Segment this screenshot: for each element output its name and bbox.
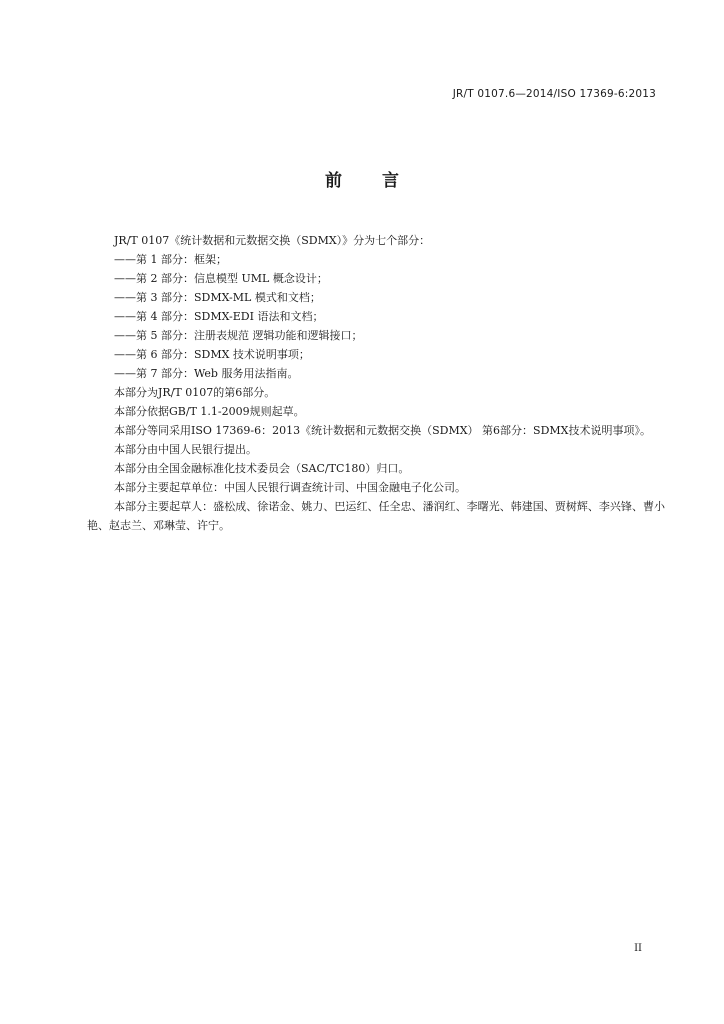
- part-item-2: ——第 2 部分：信息模型 UML 概念设计；: [114, 272, 328, 285]
- intro-paragraph: JR/T 0107《统计数据和元数据交换（SDMX）》分为七个部分：: [114, 234, 431, 247]
- part-item-5: ——第 5 部分：注册表规范 逻辑功能和逻辑接口；: [114, 329, 363, 342]
- statement-technical-committee: 本部分由全国金融标准化技术委员会（SAC/TC180）归口。: [114, 462, 410, 475]
- statement-drafting-units: 本部分主要起草单位：中国人民银行调查统计司、中国金融电子化公司。: [114, 481, 466, 494]
- title-char-1: 前: [325, 171, 342, 191]
- standard-number-header: JR/T 0107.6—2014/ISO 17369-6:2013: [452, 88, 656, 100]
- statement-drafting-rules: 本部分依据GB/T 1.1-2009规则起草。: [114, 405, 305, 418]
- statement-drafters: 本部分主要起草人：盛松成、徐诺金、姚力、巴运红、任全忠、潘润红、李曙光、韩建国、贾树辉、李兴锋、曹小艳、赵志兰、邓琳莹、许宁。: [87, 500, 665, 532]
- statement-equivalent-standard: 本部分等同采用ISO 17369-6：2013《统计数据和元数据交换（SDMX） 第6部分：SDMX技术说明事项》。: [114, 424, 651, 437]
- page-title: [0, 166, 724, 191]
- part-item-3: ——第 3 部分：SDMX-ML 模式和文档；: [114, 291, 321, 304]
- part-item-6: ——第 6 部分：SDMX 技术说明事项；: [114, 348, 310, 361]
- part-item-4: ——第 4 部分：SDMX-EDI 语法和文档；: [114, 310, 324, 323]
- title-char-2: 言: [382, 171, 399, 191]
- statement-proposer: 本部分由中国人民银行提出。: [114, 443, 257, 456]
- page-number: II: [634, 943, 642, 954]
- statement-part-number: 本部分为JR/T 0107的第6部分。: [114, 386, 276, 399]
- part-item-7: ——第 7 部分：Web 服务用法指南。: [114, 367, 299, 380]
- part-item-1: ——第 1 部分：框架；: [114, 253, 227, 266]
- foreword-body: [87, 231, 665, 535]
